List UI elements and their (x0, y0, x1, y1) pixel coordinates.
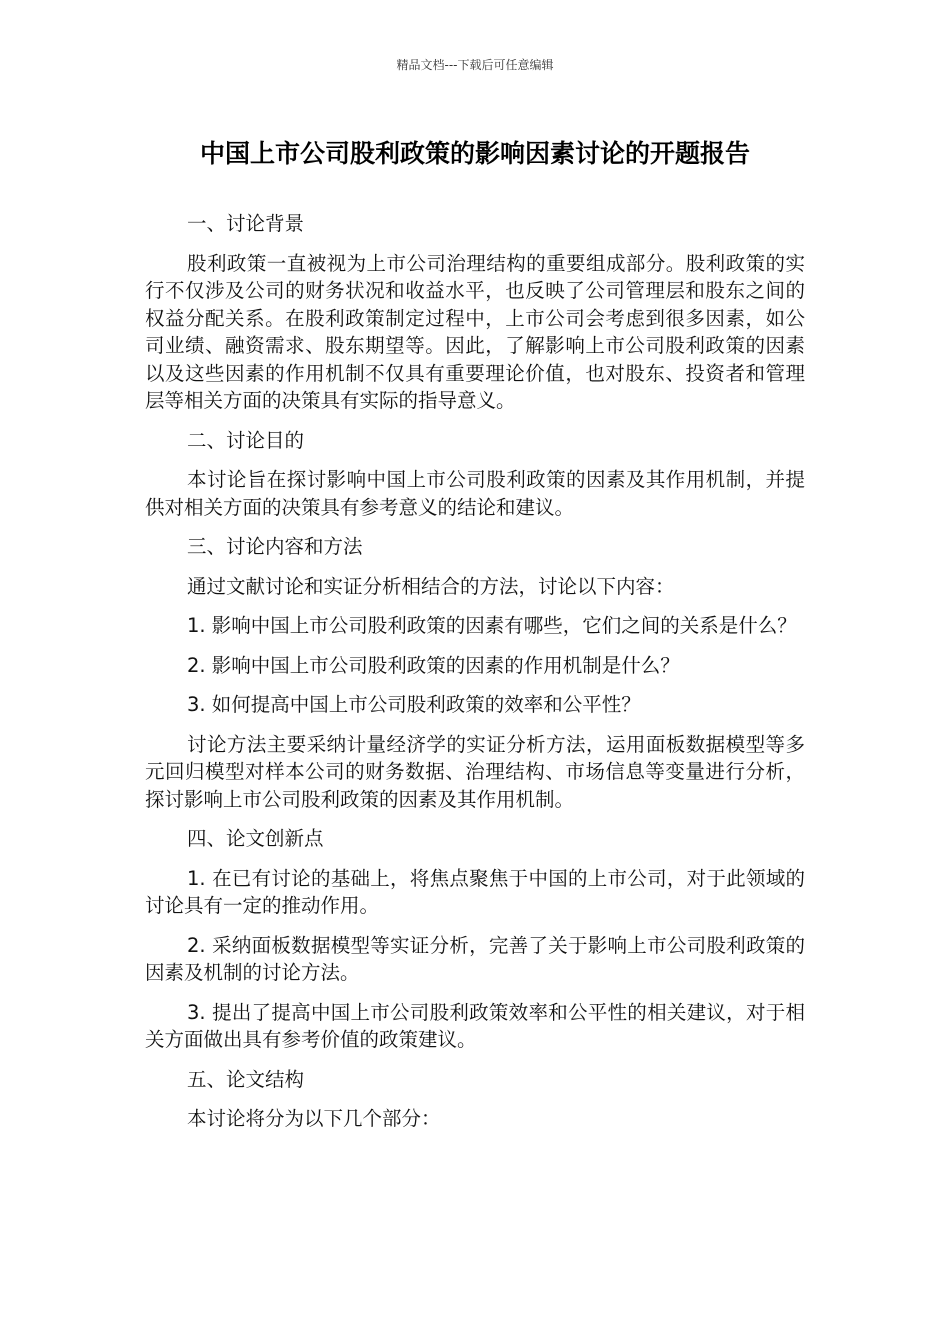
document-body (145, 210, 805, 1145)
list-item-content-1: 1. 影响中国上市公司股利政策的因素有哪些，它们之间的关系是什么？ (187, 614, 797, 637)
section-heading-structure: 五、论文结构 (187, 1067, 305, 1091)
list-item-content-2: 2. 影响中国上市公司股利政策的因素的作用机制是什么？ (187, 653, 680, 677)
paragraph-content-intro: 通过文献讨论和实证分析相结合的方法，讨论以下内容： (187, 574, 675, 598)
list-item-innovation-1: 1. 在已有讨论的基础上，将焦点聚焦于中国的上市公司，对于此领域的讨论具有一定的推动作用。 (145, 866, 805, 917)
document-title: 中国上市公司股利政策的影响因素讨论的开题报告 (199, 139, 750, 168)
paragraph-method: 讨论方法主要采纳计量经济学的实证分析方法，运用面板数据模型等多元回归模型对样本公司的财务数据、治理结构、市场信息等变量进行分析，探讨影响上市公司股利政策的因素及其作用机制。 (145, 732, 805, 811)
section-heading-innovation: 四、论文创新点 (187, 827, 324, 850)
section-heading-purpose: 二、讨论目的 (187, 428, 305, 452)
section-heading-content-method: 三、讨论内容和方法 (187, 535, 363, 558)
paragraph-background: 股利政策一直被视为上市公司治理结构的重要组成部分。股利政策的实行不仅涉及公司的财务状况和收益水平，也反映了公司管理层和股东之间的权益分配关系。在股利政策制定过程中，上市公司会考虑到很多因素，如公司业绩、融资需求、股东期望等。因此，了解影响上市公司股利政策的因素以及这些因素的作用机制不仅具有重要理论价值，也对股东、投资者和管理层等相关方面的决策具有实际的指导意义。 (145, 251, 805, 412)
list-item-innovation-3: 3. 提出了提高中国上市公司股利政策效率和公平性的相关建议，对于相关方面做出具有参考价值的政策建议。 (145, 1000, 805, 1051)
list-item-content-3: 3. 如何提高中国上市公司股利政策的效率和公平性？ (187, 693, 641, 716)
header-note: 精品文档---下载后可任意编辑 (396, 58, 554, 72)
list-item-innovation-2: 2. 采纳面板数据模型等实证分析，完善了关于影响上市公司股利政策的因素及机制的讨论方法。 (145, 933, 805, 984)
section-heading-background: 一、讨论背景 (187, 212, 305, 235)
paragraph-purpose: 本讨论旨在探讨影响中国上市公司股利政策的因素及其作用机制，并提供对相关方面的决策具有参考意义的结论和建议。 (145, 468, 805, 519)
paragraph-structure-intro: 本讨论将分为以下几个部分： (187, 1107, 441, 1130)
